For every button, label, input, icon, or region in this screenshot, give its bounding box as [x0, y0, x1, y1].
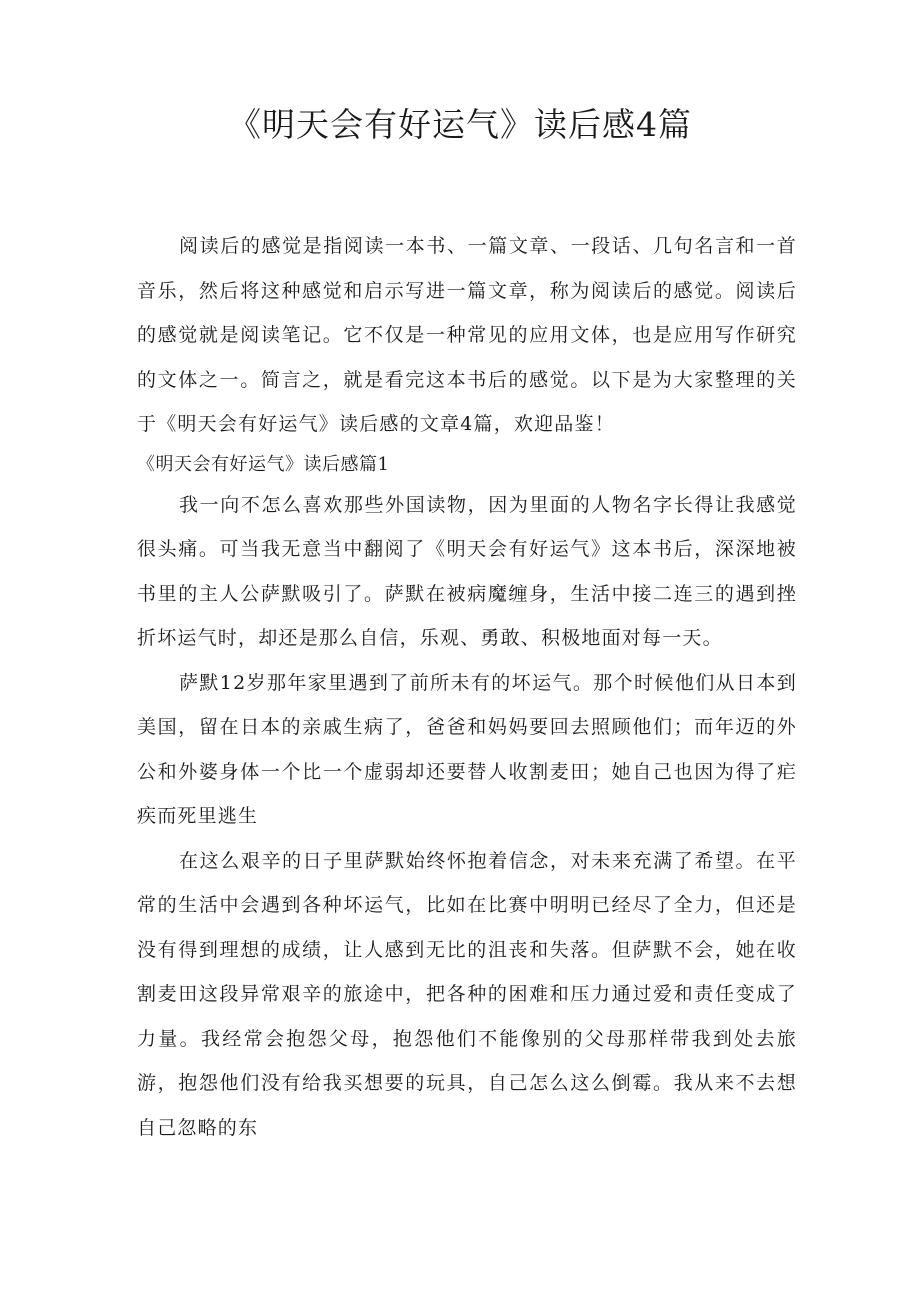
- intro-paragraph: 阅读后的感觉是指阅读一本书、一篇文章、一段话、几句名言和一首音乐，然后将这种感觉和启示写进一篇文章，称为阅读后的感觉。阅读后的感觉就是阅读笔记。它不仅是一种常见的应用文体，也是应用写作研究的文体之一。简言之，就是看完这本书后的感觉。以下是为大家整理的关于《明天会有好运气》读后感的文章4篇，欢迎品鉴！: [137, 235, 797, 435]
- document-body: [137, 224, 797, 1150]
- body-paragraph-1: 我一向不怎么喜欢那些外国读物，因为里面的人物名字长得让我感觉很头痛。可当我无意当中翻阅了《明天会有好运气》这本书后，深深地被书里的主人公萨默吸引了。萨默在被病魔缠身，生活中接二连三的遇到挫折坏运气时，却还是那么自信，乐观、勇敢、积极地面对每一天。: [137, 493, 797, 649]
- document-title: 《明天会有好运气》读后感4篇: [228, 105, 692, 144]
- body-paragraph-3: 在这么艰辛的日子里萨默始终怀抱着信念，对未来充满了希望。在平常的生活中会遇到各种坏运气，比如在比赛中明明已经尽了全力，但还是没有得到理想的成绩，让人感到无比的沮丧和失落。但萨默不会，她在收割麦田这段异常艰辛的旅途中，把各种的困难和压力通过爱和责任变成了力量。我经常会抱怨父母，抱怨他们不能像别的父母那样带我到处去旅游，抱怨他们没有给我买想要的玩具，自己怎么这么倒霉。我从来不去想自己忽略的东: [137, 849, 797, 1139]
- body-paragraph-2: 萨默12岁那年家里遇到了前所未有的坏运气。那个时候他们从日本到美国，留在日本的亲戚生病了，爸爸和妈妈要回去照顾他们；而年迈的外公和外婆身体一个比一个虚弱却还要替人收割麦田；她自己也因为得了疟疾而死里逃生: [137, 671, 797, 827]
- section-heading-1: 《明天会有好运气》读后感篇1: [137, 453, 390, 475]
